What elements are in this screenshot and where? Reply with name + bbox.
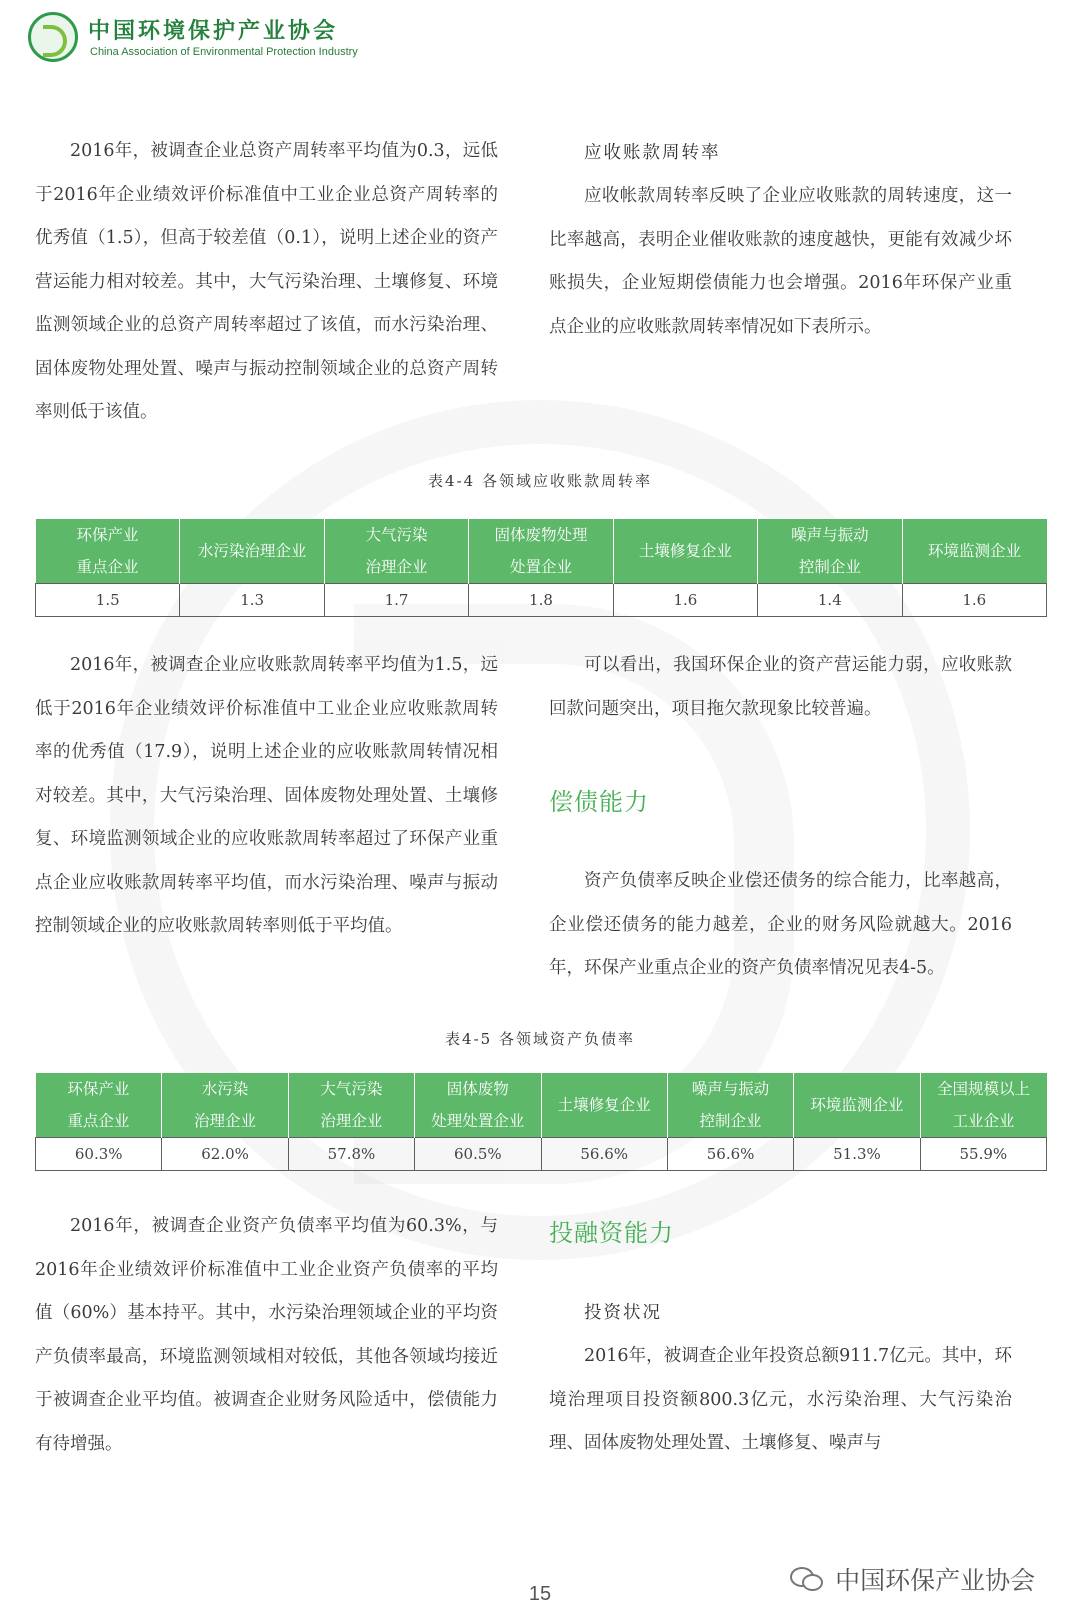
table-4-4-caption: 表4-4 各领域应收账款周转率 [428, 472, 652, 490]
column-header-line: 大气污染 [365, 526, 428, 544]
column-header-line: 固体废物 [446, 1080, 509, 1098]
column-header [36, 1073, 162, 1138]
column-header [920, 1073, 1046, 1138]
column-header-line: 治理企业 [365, 558, 428, 576]
column-header-line: 治理企业 [320, 1112, 383, 1130]
column-header-line: 工业企业 [952, 1112, 1015, 1130]
column-header [758, 519, 902, 584]
table-cell: 51.3% [794, 1138, 920, 1171]
column-header-line: 环保产业 [67, 1080, 130, 1098]
org-name-cn: 中国环境保护产业协会 [88, 18, 339, 44]
column-header-line: 土壤修复企业 [557, 1096, 651, 1114]
table-header-row [36, 1073, 1047, 1138]
org-name-en: China Association of Environmental Protection Industry [90, 46, 358, 58]
wechat-account-name: 中国环保产业协会 [835, 1566, 1036, 1595]
column-header [180, 519, 324, 584]
table-cell: 1.6 [613, 584, 757, 617]
column-header-line: 大气污染 [320, 1080, 383, 1098]
table-cell: 57.8% [288, 1138, 414, 1171]
solvency-text-block [549, 860, 1012, 991]
column-header-line: 固体废物处理 [494, 526, 588, 544]
table-cell: 60.3% [36, 1138, 162, 1171]
column-header-line: 水污染治理企业 [197, 542, 307, 560]
investment-status-paragraph: 2016年，被调查企业年投资总额911.7亿元。其中，环境治理项目投资额800.3亿元，水污染治理、大气污染治理、固体废物处理处置、土壤修复、噪声与 [549, 1346, 1012, 1453]
table-cell: 1.5 [36, 584, 180, 617]
column-header [162, 1073, 288, 1138]
table-cell: 60.5% [415, 1138, 541, 1171]
debt-ratio-analysis-paragraph: 2016年，被调查企业资产负债率平均值为60.3%，与2016年企业绩效评价标准值中工业企业资产负债率的平均值（60%）基本持平。其中，水污染治理领域企业的平均资产负债率最高，环境监测领域相对较低，其他各领域均接近于被调查企业平均值。被调查企业财务风险适中，偿债能力有待增强。 [35, 1216, 498, 1454]
section2-left-column [35, 644, 498, 949]
section1-right-column [549, 132, 1012, 349]
column-header [415, 1073, 541, 1138]
column-header-line: 环境监测企业 [810, 1096, 904, 1114]
table-cell: 1.8 [469, 584, 613, 617]
table-cell: 1.4 [758, 584, 902, 617]
column-header-line: 重点企业 [76, 558, 139, 576]
table-cell: 1.7 [324, 584, 468, 617]
column-header [36, 519, 180, 584]
column-header [613, 519, 757, 584]
wechat-icon [790, 1567, 824, 1591]
receivables-turnover-subhead: 应收账款周转率 [584, 143, 721, 163]
section3-left-column [35, 1205, 498, 1466]
wechat-watermark [790, 1561, 1035, 1597]
page-number: 15 [528, 1583, 552, 1605]
table-cell: 56.6% [541, 1138, 667, 1171]
column-header-line: 全国规模以上 [937, 1080, 1031, 1098]
table-4-5-caption: 表4-5 各领域资产负债率 [445, 1030, 635, 1048]
table-4-5 [35, 1073, 1047, 1171]
table-cell: 62.0% [162, 1138, 288, 1171]
column-header [541, 1073, 667, 1138]
debt-ratio-intro: 资产负债率反映企业偿还债务的综合能力，比率越高，企业偿还债务的能力越差，企业的财务风险就越大。2016年，环保产业重点企业的资产负债率情况见表4-5。 [549, 871, 1012, 978]
investment-status-subhead: 投资状况 [584, 1303, 662, 1323]
table-cell: 1.3 [180, 584, 324, 617]
investment-financing-section-title: 投融资能力 [549, 1219, 674, 1247]
section2-right-column [549, 644, 1012, 731]
section1-left-column [35, 130, 498, 435]
column-header [667, 1073, 793, 1138]
column-header [288, 1073, 414, 1138]
column-header [469, 519, 613, 584]
receivables-analysis-paragraph: 2016年，被调查企业应收账款周转率平均值为1.5，远低于2016年企业绩效评价标准值中工业企业应收账款周转率的优秀值（17.9），说明上述企业的应收账款周转情况相对较差。其中，大气污染治理、固体废物处理处置、土壤修复、环境监测领域企业的应收账款周转率超过了环保产业重点企业应收账款周转率平均值，而水污染治理、噪声与振动控制领域企业的应收账款周转率则低于平均值。 [35, 655, 498, 936]
table-row [36, 584, 1047, 617]
column-header-line: 环境监测企业 [928, 542, 1022, 560]
table-cell: 1.6 [902, 584, 1046, 617]
column-header-line: 处置企业 [509, 558, 572, 576]
column-header-line: 噪声与振动 [691, 1080, 770, 1098]
column-header [794, 1073, 920, 1138]
table-cell: 56.6% [667, 1138, 793, 1171]
table-row [36, 1138, 1047, 1171]
column-header-line: 环保产业 [76, 526, 139, 544]
table-header-row [36, 519, 1047, 584]
column-header-line: 噪声与振动 [791, 526, 869, 544]
column-header-line: 控制企业 [798, 558, 861, 576]
column-header-line: 重点企业 [67, 1112, 130, 1130]
column-header [324, 519, 468, 584]
receivables-turnover-intro: 应收帐款周转率反映了企业应收账款的周转速度，这一比率越高，表明企业催收账款的速度越快，更能有效减少坏账损失，企业短期偿债能力也会增强。2016年环保产业重点企业的应收账款周转率情况如下表所示。 [549, 186, 1012, 337]
column-header-line: 控制企业 [699, 1112, 762, 1130]
column-header [902, 519, 1046, 584]
table-4-4 [35, 519, 1047, 617]
operating-capacity-conclusion: 可以看出，我国环保企业的资产营运能力弱，应收账款回款问题突出，项目拖欠款现象比较普遍。 [549, 655, 1012, 719]
solvency-section-title: 偿债能力 [549, 788, 649, 816]
column-header-line: 土壤修复企业 [638, 542, 732, 560]
column-header-line: 水污染 [201, 1080, 249, 1098]
table-cell: 55.9% [920, 1138, 1046, 1171]
column-header-line: 治理企业 [194, 1112, 257, 1130]
asset-turnover-paragraph: 2016年，被调查企业总资产周转率平均值为0.3，远低于2016年企业绩效评价标准值中工业企业总资产周转率的优秀值（1.5），但高于较差值（0.1），说明上述企业的资产营运能力相对较差。其中，大气污染治理、土壤修复、环境监测领域企业的总资产周转率超过了该值，而水污染治理、固体废物处理处置、噪声与振动控制领域企业的总资产周转率则低于该值。 [35, 141, 498, 422]
association-logo-icon [28, 12, 78, 62]
section3-right-column [549, 1292, 1012, 1466]
column-header-line: 处理处置企业 [431, 1112, 525, 1130]
